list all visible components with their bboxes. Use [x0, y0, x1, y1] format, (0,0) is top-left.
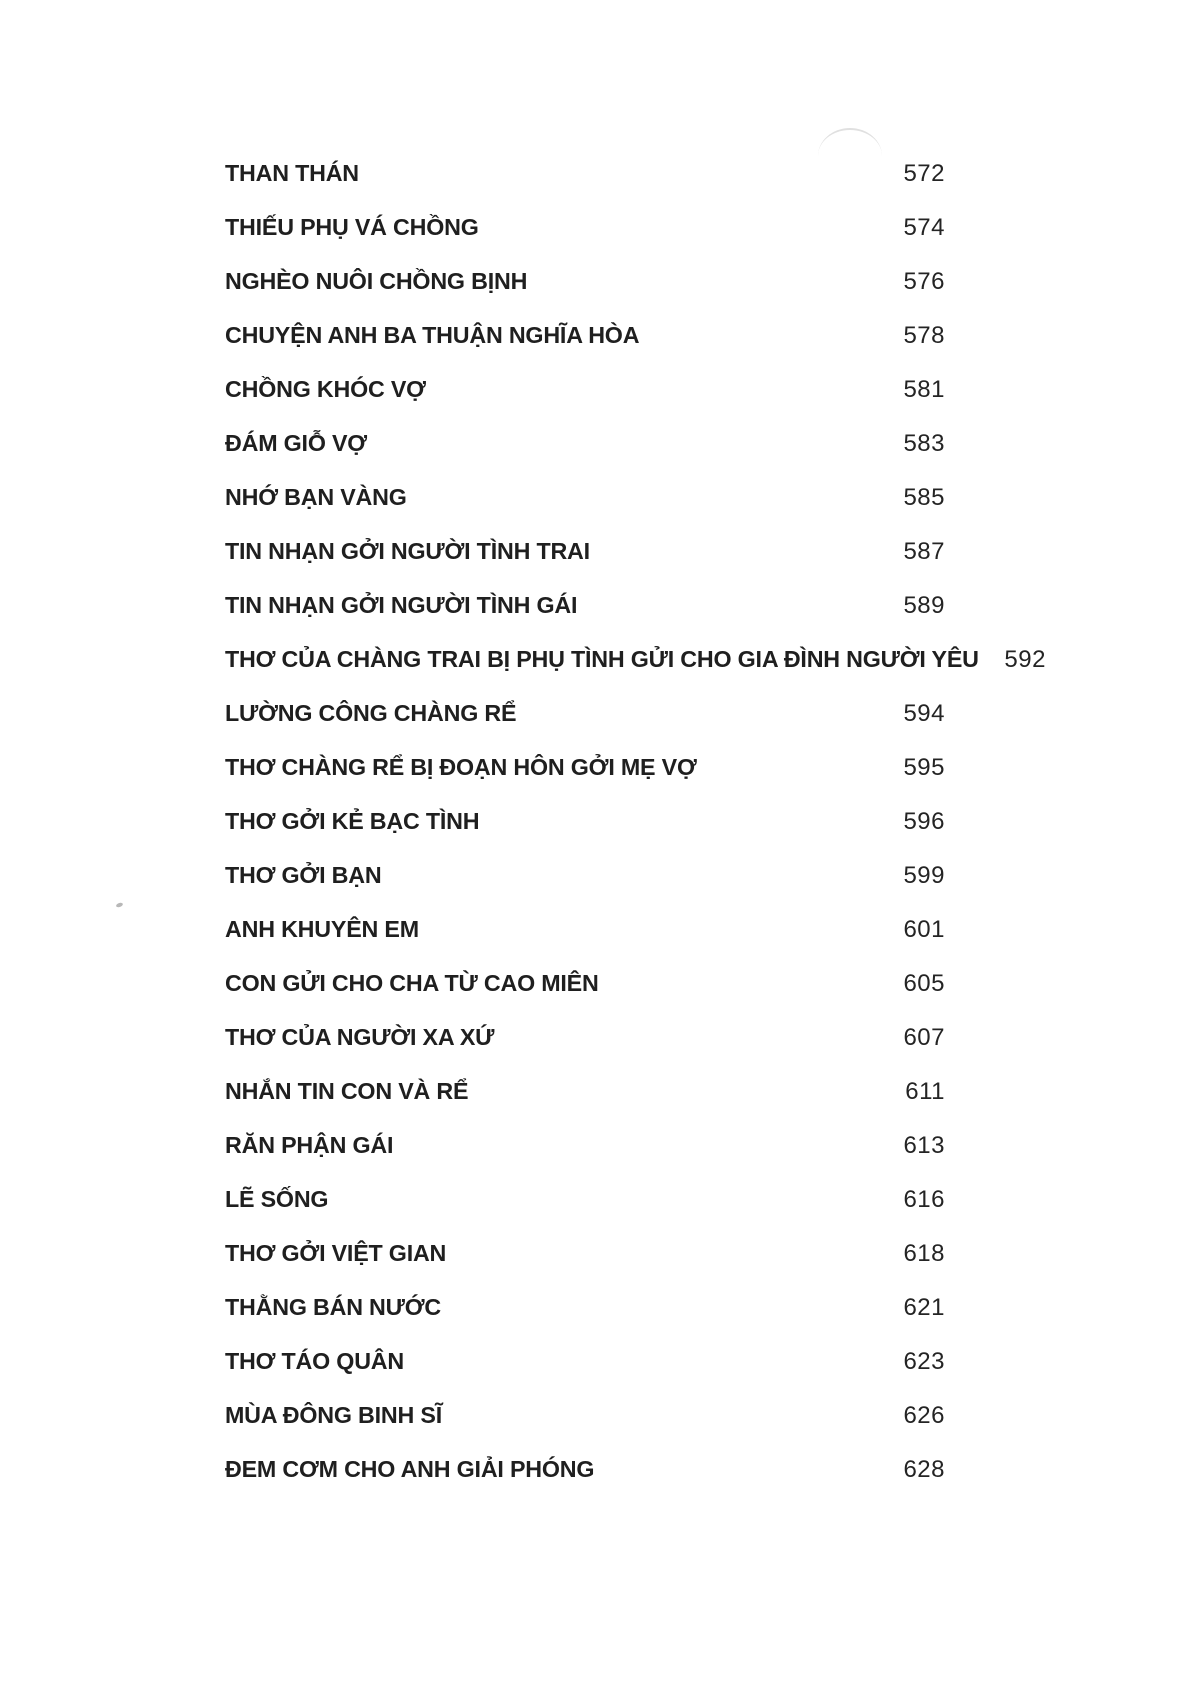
- toc-row: [225, 1240, 945, 1267]
- toc-row: [225, 1456, 945, 1483]
- toc-entry-page-number: 616: [903, 1186, 945, 1213]
- table-of-contents: [225, 160, 1046, 1510]
- toc-row: [225, 1294, 945, 1321]
- toc-entry-title: THƠ CỦA NGƯỜI XA XỨ: [225, 1024, 495, 1050]
- toc-entry-page-number: 605: [903, 970, 945, 997]
- toc-entry-page-number: 572: [903, 160, 945, 187]
- toc-row: [225, 484, 945, 511]
- toc-row: [225, 808, 945, 835]
- toc-entry-title: CON GỬI CHO CHA TỪ CAO MIÊN: [225, 970, 599, 996]
- toc-row: [225, 1348, 945, 1375]
- toc-row: [225, 322, 945, 349]
- toc-entry-title: MÙA ĐÔNG BINH SĨ: [225, 1402, 442, 1428]
- toc-row: [225, 1132, 945, 1159]
- toc-row: [225, 646, 1046, 673]
- toc-row: [225, 160, 945, 187]
- toc-entry-page-number: 583: [903, 430, 945, 457]
- toc-entry-title: THAN THÁN: [225, 160, 359, 186]
- toc-entry-page-number: 626: [903, 1402, 945, 1429]
- toc-entry-title: THƠ GỞI BẠN: [225, 862, 382, 888]
- toc-entry-page-number: 581: [903, 376, 945, 403]
- toc-entry-page-number: 595: [903, 754, 945, 781]
- toc-entry-title: THƠ CỦA CHÀNG TRAI BỊ PHỤ TÌNH GỬI CHO GIA ĐÌNH NGƯỜI YÊU: [225, 646, 979, 672]
- toc-entry-page-number: 618: [903, 1240, 945, 1267]
- toc-entry-page-number: 613: [903, 1132, 945, 1159]
- toc-row: [225, 1024, 945, 1051]
- toc-entry-title: THIẾU PHỤ VÁ CHỒNG: [225, 214, 479, 240]
- toc-entry-page-number: 576: [903, 268, 945, 295]
- toc-entry-page-number: 594: [903, 700, 945, 727]
- toc-row: [225, 916, 945, 943]
- toc-entry-page-number: 596: [903, 808, 945, 835]
- toc-entry-page-number: 574: [903, 214, 945, 241]
- toc-entry-title: NHẮN TIN CON VÀ RỂ: [225, 1078, 469, 1104]
- toc-entry-page-number: 585: [903, 484, 945, 511]
- toc-entry-page-number: 601: [903, 916, 945, 943]
- toc-entry-page-number: 589: [903, 592, 945, 619]
- toc-row: [225, 1402, 945, 1429]
- toc-entry-title: TIN NHẠN GỞI NGƯỜI TÌNH TRAI: [225, 538, 590, 564]
- toc-entry-title: CHUYỆN ANH BA THUẬN NGHĨA HÒA: [225, 322, 640, 348]
- toc-row: [225, 268, 945, 295]
- toc-entry-page-number: 578: [903, 322, 945, 349]
- toc-entry-title: RĂN PHẬN GÁI: [225, 1132, 394, 1158]
- toc-entry-title: THƠ CHÀNG RỂ BỊ ĐOẠN HÔN GỞI MẸ VỢ: [225, 754, 697, 780]
- toc-entry-page-number: 623: [903, 1348, 945, 1375]
- toc-row: [225, 538, 945, 565]
- toc-entry-title: THẰNG BÁN NƯỚC: [225, 1294, 442, 1320]
- toc-entry-title: ANH KHUYÊN EM: [225, 916, 419, 942]
- toc-row: [225, 1186, 945, 1213]
- toc-row: [225, 1078, 945, 1105]
- toc-entry-page-number: 599: [903, 862, 945, 889]
- toc-entry-page-number: 621: [903, 1294, 945, 1321]
- toc-entry-page-number: 611: [905, 1078, 945, 1105]
- toc-row: [225, 700, 945, 727]
- toc-entry-title: ĐÁM GIỖ VỢ: [225, 430, 367, 456]
- toc-row: [225, 754, 945, 781]
- toc-entry-title: THƠ TÁO QUÂN: [225, 1348, 405, 1374]
- toc-entry-title: LƯỜNG CÔNG CHÀNG RỂ: [225, 700, 517, 726]
- toc-row: [225, 430, 945, 457]
- toc-entry-title: LẼ SỐNG: [225, 1186, 329, 1212]
- toc-row: [225, 970, 945, 997]
- toc-entry-page-number: 607: [903, 1024, 945, 1051]
- toc-row: [225, 376, 945, 403]
- scan-speck-artifact: [116, 902, 124, 908]
- toc-row: [225, 592, 945, 619]
- toc-entry-page-number: 592: [1004, 646, 1046, 673]
- toc-entry-title: NGHÈO NUÔI CHỒNG BỊNH: [225, 268, 528, 294]
- toc-entry-title: CHỒNG KHÓC VỢ: [225, 376, 426, 402]
- toc-entry-title: TIN NHẠN GỞI NGƯỜI TÌNH GÁI: [225, 592, 578, 618]
- toc-row: [225, 862, 945, 889]
- toc-entry-title: THƠ GỞI VIỆT GIAN: [225, 1240, 447, 1266]
- toc-entry-page-number: 628: [903, 1456, 945, 1483]
- toc-entry-title: THƠ GỞI KẺ BẠC TÌNH: [225, 808, 480, 834]
- toc-entry-page-number: 587: [903, 538, 945, 565]
- toc-row: [225, 214, 945, 241]
- toc-entry-title: NHỚ BẠN VÀNG: [225, 484, 407, 510]
- toc-entry-title: ĐEM CƠM CHO ANH GIẢI PHÓNG: [225, 1456, 595, 1482]
- scan-curl-artifact: [818, 128, 882, 156]
